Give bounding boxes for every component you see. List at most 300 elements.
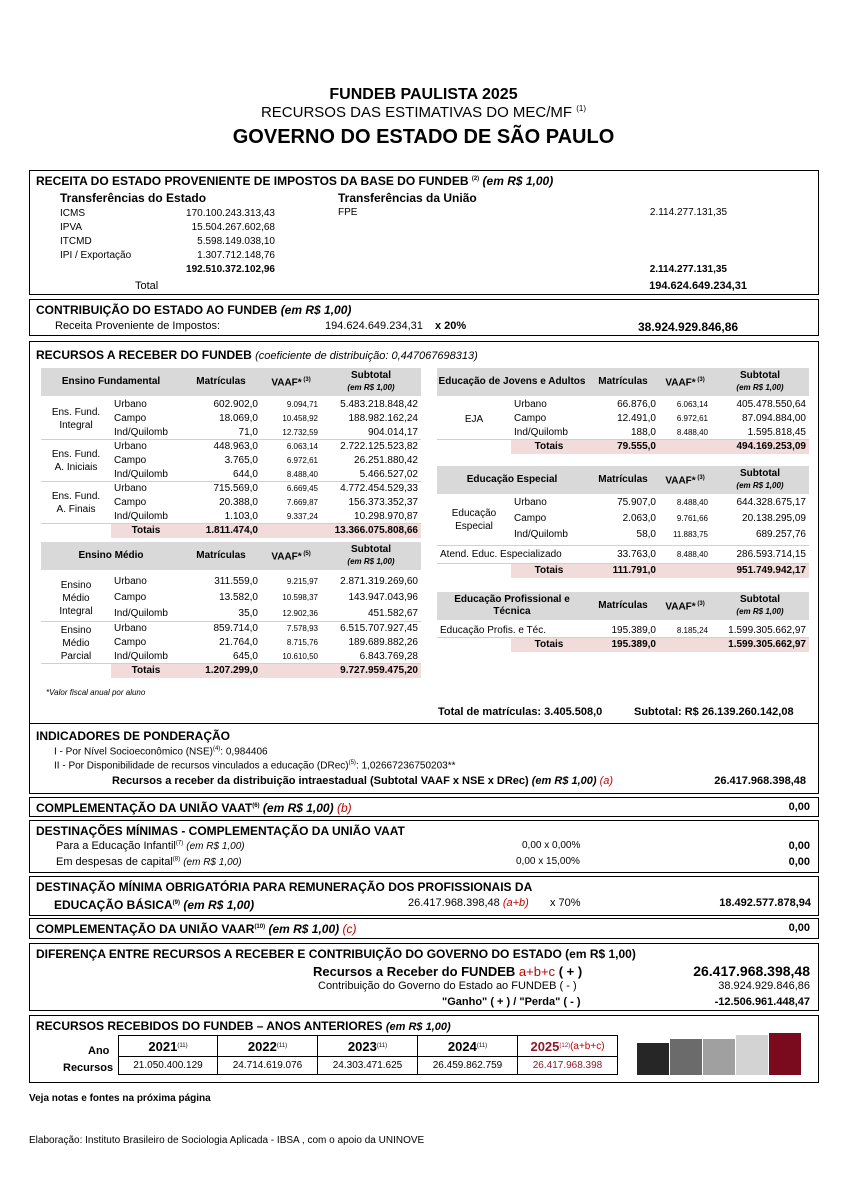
cell: Totais <box>534 565 564 576</box>
uniao-label: Transferências da União <box>338 191 477 205</box>
cell: Urbano <box>114 483 147 494</box>
year-cell <box>518 1035 618 1057</box>
contrib-result: 38.924.929.846,86 <box>638 320 739 334</box>
dest-infantil: Para a Educação Infantil$^{(7)}$ (em R$ 1,00) <box>56 840 245 852</box>
group-label: Ens. Fund. <box>51 407 101 418</box>
anos-title: RECURSOS RECEBIDOS DO FUNDEB – ANOS ANTERIORES (em R$ 1,00) <box>36 1019 451 1033</box>
group-label: Integral <box>59 605 93 617</box>
year-sup: (12) <box>559 1043 571 1049</box>
cell: 195.389,0 <box>611 625 656 636</box>
cell: Campo <box>514 413 547 424</box>
cell: 6.972,61 <box>676 414 708 423</box>
header-text: Matrículas <box>196 376 246 387</box>
header-text: (em R$ 1,00) <box>347 383 395 392</box>
cell: 12.902,36 <box>282 609 318 618</box>
indic-recursos: Recursos a receber da distribuição intraestadual (Subtotal VAAF x NSE x DRec) (em R$ 1,00) (a) <box>112 775 614 787</box>
footer-credit: Elaboração: Instituto Brasileiro de Sociologia Aplicada - IBSA , com o apoio da UNINOVE <box>29 1135 425 1146</box>
dif-ganho-value: -12.506.961.448,47 <box>714 996 810 1008</box>
cell: Urbano <box>114 623 147 634</box>
cell: 602.902,0 <box>213 399 258 410</box>
cell: 6.669,45 <box>286 484 318 493</box>
cell: Campo <box>114 497 147 508</box>
header-cell <box>587 592 659 620</box>
estado-sum: 192.510.372.102,96 <box>186 264 275 275</box>
footer-note: Veja notas e fontes na próxima página <box>29 1093 211 1104</box>
dif-recursos-value: 26.417.968.398,48 <box>693 963 810 979</box>
table-row <box>511 412 809 426</box>
year-label: 2021 <box>148 1038 178 1054</box>
cell: 951.749.942,17 <box>736 565 806 576</box>
color-swatches <box>637 1033 800 1075</box>
table-row <box>111 607 421 621</box>
cell: 188.982.162,24 <box>348 413 418 424</box>
header-text: Matrículas <box>598 600 648 611</box>
group-label: EJA <box>464 413 484 425</box>
header-text: Subtotal <box>740 370 780 381</box>
header-text: VAAF* $^{(3)}$ <box>665 377 705 389</box>
table-row <box>511 426 809 440</box>
cell: 4.772.454.529,33 <box>340 483 418 494</box>
year-value: 24.303.471.625 <box>318 1057 418 1075</box>
vaat-title: COMPLEMENTAÇÃO DA UNIÃO VAAT$^{(6)}$ (em R$ 1,00) (b) <box>36 801 352 815</box>
contrib-title: CONTRIBUIÇÃO DO ESTADO AO FUNDEB (em R$ 1,00) <box>36 303 352 317</box>
cell: 645,0 <box>232 651 258 662</box>
title-line3: GOVERNO DO ESTADO DE SÃO PAULO <box>232 126 615 148</box>
cell: Campo <box>114 413 147 424</box>
header-cell <box>587 466 659 494</box>
cell: 66.876,0 <box>617 399 656 410</box>
cell: 5.466.527,02 <box>359 469 418 480</box>
header-cell <box>587 368 659 396</box>
cell: 286.593.714,15 <box>736 549 806 560</box>
totals-row <box>111 664 421 678</box>
header-text: Subtotal <box>351 370 391 381</box>
table-row <box>111 412 421 426</box>
cell: 689.257,76 <box>755 529 806 540</box>
header-cell <box>711 368 809 396</box>
cell: 1.595.818,45 <box>747 427 806 438</box>
title-line2: RECURSOS DAS ESTIMATIVAS DO MEC/MF $^{(1)}$ <box>260 104 587 121</box>
dif-contrib: Contribuição do Governo do Estado ao FUNDEB ( - ) <box>318 980 577 992</box>
header-cell <box>437 368 587 396</box>
cell: Urbano <box>114 441 147 452</box>
cell: 8.488,40 <box>676 498 708 507</box>
fpe-value: 2.114.277.131,35 <box>649 207 727 218</box>
dest-title: DESTINAÇÕES MÍNIMAS - COMPLEMENTAÇÃO DA UNIÃO VAAT <box>36 824 405 838</box>
cell: 87.094.884,00 <box>742 413 806 424</box>
table-header <box>437 368 809 396</box>
table-row <box>111 398 421 412</box>
cell: 13.582,0 <box>219 592 258 603</box>
header-cell <box>41 368 181 396</box>
cell: 448.963,0 <box>213 441 258 452</box>
cell: 111.791,0 <box>612 565 656 576</box>
ano-label: Ano <box>88 1045 110 1057</box>
cell: 8.715,76 <box>286 638 318 647</box>
header-text: Educação de Jovens e Adultos <box>438 376 586 387</box>
cell <box>261 524 321 538</box>
recursos-subtotal: Subtotal: R$ 26.139.260.142,08 <box>634 706 794 718</box>
remun-title2: EDUCAÇÃO BÁSICA$^{(9)}$ (em R$ 1,00) <box>54 898 255 912</box>
cell: 9.094,71 <box>286 400 318 409</box>
color-swatch <box>703 1039 735 1075</box>
year-sup: (11) <box>376 1043 388 1049</box>
group-label: Parcial <box>60 650 92 662</box>
dif-contrib-value: 38.924.929.846,86 <box>718 980 810 992</box>
receita-title: RECEITA DO ESTADO PROVENIENTE DE IMPOSTOS DA BASE DO FUNDEB $^{(2)}$ (em R$ 1,00) <box>36 174 554 188</box>
dif-title: DIFERENÇA ENTRE RECURSOS A RECEBER E CONTRIBUIÇÃO DO GOVERNO DO ESTADO (em R$ 1,00) <box>36 947 636 961</box>
header-text: Subtotal <box>740 468 780 479</box>
group-label: Especial <box>455 521 493 532</box>
estado-label: Transferências do Estado <box>60 191 207 205</box>
indic-title: INDICADORES DE PONDERAÇÃO <box>36 729 231 743</box>
cell: 6.063,14 <box>676 400 708 409</box>
dest-infantil-calc: 0,00 x 0,00% <box>522 840 581 851</box>
cell: 2.722.125.523,82 <box>340 441 418 452</box>
group-label: Integral <box>59 420 93 431</box>
header-cell <box>181 368 261 396</box>
header-sup: (3) <box>695 475 705 482</box>
cell: Campo <box>114 455 147 466</box>
header-text: VAAF* $^{(3)}$ <box>665 601 705 613</box>
indic-drec: II - Por Disponibilidade de recursos vinculados a educação (DRec)$^{(5)}$: 1,02667236750203** <box>54 760 456 772</box>
header-text: Matrículas <box>196 550 246 561</box>
cell: 6.063,14 <box>286 442 318 451</box>
header-sup: (3) <box>301 377 311 384</box>
cell: 1.811.474,0 <box>205 525 258 536</box>
total-label: Total <box>135 280 159 292</box>
cell: 20.138.295,09 <box>742 513 806 524</box>
totals-row <box>511 564 809 578</box>
indic-nse: I - Por Nível Socioeconômico (NSE)$^{(4)}$: 0,984406 <box>54 746 268 758</box>
cell: Totais <box>534 639 564 650</box>
group-label: Educação <box>451 508 497 519</box>
cell: 2.063,0 <box>622 513 656 524</box>
cell: 195.389,0 <box>611 639 656 650</box>
group-label: Ensino <box>60 579 92 591</box>
cell: 6.843.769,28 <box>359 651 418 662</box>
recursos-title: RECURSOS A RECEBER DO FUNDEB (coeficiente de distribuição: 0,447067698313) <box>36 348 478 362</box>
color-swatch <box>670 1039 702 1075</box>
cell: 8.488,40 <box>676 428 708 437</box>
table-row <box>111 426 421 440</box>
header-cell <box>321 542 421 570</box>
table-row <box>111 482 421 496</box>
vaar-value: 0,00 <box>788 922 810 934</box>
vaar-title: COMPLEMENTAÇÃO DA UNIÃO VAAR$^{(10)}$ (em R$ 1,00) (c) <box>36 922 357 936</box>
group-label: A. Finais <box>56 504 96 515</box>
cell: Atend. Educ. Especializado <box>440 549 562 560</box>
contrib-label: Receita Proveniente de Impostos: <box>55 320 221 332</box>
cell: 1.599.305.662,97 <box>728 625 806 636</box>
header-sup: (3) <box>695 601 705 608</box>
uniao-sum: 2.114.277.131,35 <box>649 264 727 275</box>
contrib-value: 194.624.649.234,31 <box>325 320 423 332</box>
group-name <box>41 482 111 524</box>
group-name <box>41 622 111 664</box>
cell: 10.458,92 <box>282 414 318 423</box>
year-cell <box>118 1035 218 1057</box>
header-text: Matrículas <box>598 376 648 387</box>
dest-capital: Em despesas de capital$^{(8)}$ (em R$ 1,00) <box>56 856 242 868</box>
group-name <box>437 496 511 544</box>
cell: Ind/Quilomb <box>114 511 168 522</box>
cell: 644,0 <box>232 469 258 480</box>
receita-section <box>29 170 819 295</box>
header-sup: (5) <box>301 551 311 558</box>
recursos-label: Recursos <box>63 1062 114 1074</box>
year-cell <box>218 1035 318 1057</box>
header-text: VAAF* $^{(3)}$ <box>665 475 705 487</box>
year-tag: (a+b+c) <box>570 1040 605 1052</box>
cell: Urbano <box>114 576 147 587</box>
cell <box>659 564 711 578</box>
cell: 12.491,0 <box>617 413 656 424</box>
year-label: 2024 <box>447 1038 477 1054</box>
table-row <box>437 548 809 562</box>
cell: 7.578,93 <box>286 624 318 633</box>
cell: 8.488,40 <box>286 470 318 479</box>
totals-row <box>511 440 809 454</box>
year-value: 24.714.619.076 <box>218 1057 318 1075</box>
cell: 311.559,0 <box>214 576 258 587</box>
remun-title1: DESTINAÇÃO MÍNIMA OBRIGATÓRIA PARA REMUNERAÇÃO DOS PROFISSIONAIS DA <box>36 880 533 894</box>
cell: 13.366.075.808,66 <box>334 525 418 536</box>
header-cell <box>321 368 421 396</box>
cell: Urbano <box>514 399 547 410</box>
group-label: Médio <box>62 637 90 649</box>
header-cell <box>261 368 321 396</box>
table-row <box>111 440 421 454</box>
group-label: Ensino <box>60 624 92 636</box>
header-text: (em R$ 1,00) <box>736 481 784 490</box>
cell: 79.555,0 <box>617 441 656 452</box>
header-cell <box>711 592 809 620</box>
cell: 9.727.959.475,20 <box>340 665 418 676</box>
year-value: 21.050.400.129 <box>118 1057 218 1075</box>
header-text: Subtotal <box>351 544 391 555</box>
header-text: VAAF* $^{(5)}$ <box>271 551 311 563</box>
cell: 8.488,40 <box>676 550 708 559</box>
indic-value: 26.417.968.398,48 <box>714 775 806 787</box>
cell: 18.069,0 <box>219 413 258 424</box>
cell: 1.103,0 <box>224 511 258 522</box>
cell: 26.251.880,42 <box>354 455 418 466</box>
cell: 904.014,17 <box>367 427 418 438</box>
header-cell <box>659 466 711 494</box>
header-text: VAAF* $^{(3)}$ <box>271 377 311 389</box>
cell: Educação Profis. e Téc. <box>440 625 546 636</box>
title-line1: FUNDEB PAULISTA 2025 <box>329 86 518 103</box>
cell: Totais <box>534 441 564 452</box>
cell: 451.582,67 <box>367 608 418 619</box>
year-cell <box>318 1035 418 1057</box>
header-sup: (3) <box>695 377 705 384</box>
dif-recursos: Recursos a Receber do FUNDEB a+b+c ( + ) <box>313 964 583 979</box>
header-text: Educação Especial <box>466 474 558 485</box>
table-header <box>41 368 421 396</box>
cell: 10.598,37 <box>282 593 318 602</box>
table-row <box>111 591 421 605</box>
cell: 58,0 <box>636 529 656 540</box>
table-row <box>111 622 421 636</box>
cell: 644.328.675,17 <box>736 497 806 508</box>
cell: Ind/Quilomb <box>514 529 568 540</box>
cell: Ind/Quilomb <box>514 427 568 438</box>
year-value: 26.459.862.759 <box>418 1057 518 1075</box>
header-text: Matrículas <box>598 474 648 485</box>
header-cell <box>711 466 809 494</box>
group-name <box>41 440 111 482</box>
header-cell <box>659 592 711 620</box>
header-cell <box>659 368 711 396</box>
year-label: 2022 <box>247 1038 277 1054</box>
cell: 11.883,75 <box>673 530 708 539</box>
cell: Ind/Quilomb <box>114 651 168 662</box>
cell: 6.515.707.927,45 <box>340 623 418 634</box>
header-text: (em R$ 1,00) <box>736 383 784 392</box>
total-matriculas: Total de matrículas: 3.405.508,0 <box>438 706 603 718</box>
remun-mult: x 70% <box>550 897 581 909</box>
totals-row <box>511 638 809 652</box>
year-label: 2023 <box>347 1038 377 1054</box>
header-text: Técnica <box>493 606 531 617</box>
cell: 20.388,0 <box>219 497 258 508</box>
cell: 189.689.882,26 <box>348 637 418 648</box>
color-swatch <box>637 1043 669 1075</box>
table-header <box>41 542 421 570</box>
year-sup: (11) <box>476 1043 488 1049</box>
cell: 75.907,0 <box>617 497 656 508</box>
receita-total: 194.624.649.234,31 <box>649 280 747 292</box>
cell: 494.169.253,09 <box>736 441 806 452</box>
table-row <box>111 575 421 589</box>
table-row <box>111 510 421 524</box>
cell: 5.483.218.848,42 <box>340 399 418 410</box>
group-label: Ens. Fund. <box>51 491 101 502</box>
cell: 143.947.043,96 <box>348 592 418 603</box>
vaat-value: 0,00 <box>788 801 810 813</box>
table-header <box>437 592 809 620</box>
cell: 12.732,59 <box>282 428 318 437</box>
table-row <box>111 650 421 664</box>
cell: Ind/Quilomb <box>114 427 168 438</box>
cell: 71,0 <box>238 427 258 438</box>
dif-ganho: "Ganho" ( + ) / "Perda" ( - ) <box>442 996 581 1008</box>
dest-infantil-value: 0,00 <box>788 840 810 852</box>
remun-value: 18.492.577.878,94 <box>719 897 811 909</box>
header-text: Ensino Fundamental <box>61 376 161 387</box>
cell <box>659 440 711 454</box>
header-text: Ensino Médio <box>78 550 144 561</box>
table-row <box>511 496 809 510</box>
group-label: Ens. Fund. <box>51 449 101 460</box>
cell: 156.373.352,37 <box>348 497 418 508</box>
header-cell <box>437 466 587 494</box>
estado-values: 170.100.243.313,43 15.504.267.602,68 5.598.149.038,10 1.307.712.148,76 <box>186 208 275 261</box>
contrib-mult: x 20% <box>435 320 467 332</box>
cell: 33.763,0 <box>617 549 656 560</box>
estado-list: ICMS IPVA ITCMD IPI / Exportação <box>60 208 132 261</box>
cell: 3.765,0 <box>224 455 258 466</box>
remun-base: 26.417.968.398,48 (a+b) <box>408 897 529 909</box>
cell <box>261 664 321 678</box>
year-value: 26.417.968.398 <box>518 1057 618 1075</box>
table-row <box>111 468 421 482</box>
cell: Ind/Quilomb <box>114 608 168 619</box>
cell: 35,0 <box>238 608 258 619</box>
group-label: Médio <box>62 592 90 604</box>
year-label: 2025 <box>530 1038 560 1054</box>
header-text: (em R$ 1,00) <box>347 557 395 566</box>
header-cell <box>261 542 321 570</box>
vaaf-note: *Valor fiscal anual por aluno <box>46 688 146 697</box>
year-sup: (11) <box>276 1043 288 1049</box>
header-text: (em R$ 1,00) <box>736 607 784 616</box>
header-text: Educação Profissional e <box>454 594 570 605</box>
cell: 1.207.299,0 <box>205 665 258 676</box>
group-label: A. Iniciais <box>54 462 98 473</box>
row-separator <box>437 545 809 546</box>
cell: Urbano <box>514 497 547 508</box>
cell: 10.610,50 <box>282 652 318 661</box>
header-cell <box>181 542 261 570</box>
group-name <box>437 398 511 440</box>
table-row <box>511 398 809 412</box>
cell: 21.764,0 <box>219 637 258 648</box>
cell: Ind/Quilomb <box>114 469 168 480</box>
dest-capital-calc: 0,00 x 15,00% <box>516 856 580 867</box>
cell: 9.337,24 <box>286 512 318 521</box>
cell: 7.669,87 <box>286 498 318 507</box>
header-cell <box>41 542 181 570</box>
totals-row <box>111 524 421 538</box>
cell: Campo <box>514 513 547 524</box>
cell: 859.714,0 <box>213 623 258 634</box>
cell: 9.761,66 <box>676 514 708 523</box>
table-row <box>111 496 421 510</box>
cell: 2.871.319.269,60 <box>340 576 418 587</box>
table-row <box>511 528 809 542</box>
color-swatch <box>736 1035 768 1075</box>
group-name <box>41 398 111 440</box>
header-cell <box>437 592 587 620</box>
cell: 405.478.550,64 <box>736 399 806 410</box>
cell: Totais <box>131 525 161 536</box>
cell: Urbano <box>114 399 147 410</box>
cell: Campo <box>114 637 147 648</box>
header-text: Subtotal <box>740 594 780 605</box>
cell: 6.972,61 <box>286 456 318 465</box>
group-name <box>41 574 111 622</box>
cell: 9.215,97 <box>286 577 318 586</box>
cell: 10.298.970,87 <box>354 511 418 522</box>
table-row <box>111 454 421 468</box>
cell: Campo <box>114 592 147 603</box>
cell: 8.185,24 <box>676 626 708 635</box>
year-sup: (11) <box>177 1043 188 1049</box>
table-row <box>511 512 809 526</box>
dest-capital-value: 0,00 <box>788 856 810 868</box>
cell: Totais <box>131 665 161 676</box>
fpe-label: FPE <box>338 207 358 218</box>
table-header <box>437 466 809 494</box>
cell <box>659 638 711 652</box>
cell: 715.569,0 <box>213 483 258 494</box>
cell: 1.599.305.662,97 <box>728 639 806 650</box>
year-cell <box>418 1035 518 1057</box>
table-row <box>111 636 421 650</box>
